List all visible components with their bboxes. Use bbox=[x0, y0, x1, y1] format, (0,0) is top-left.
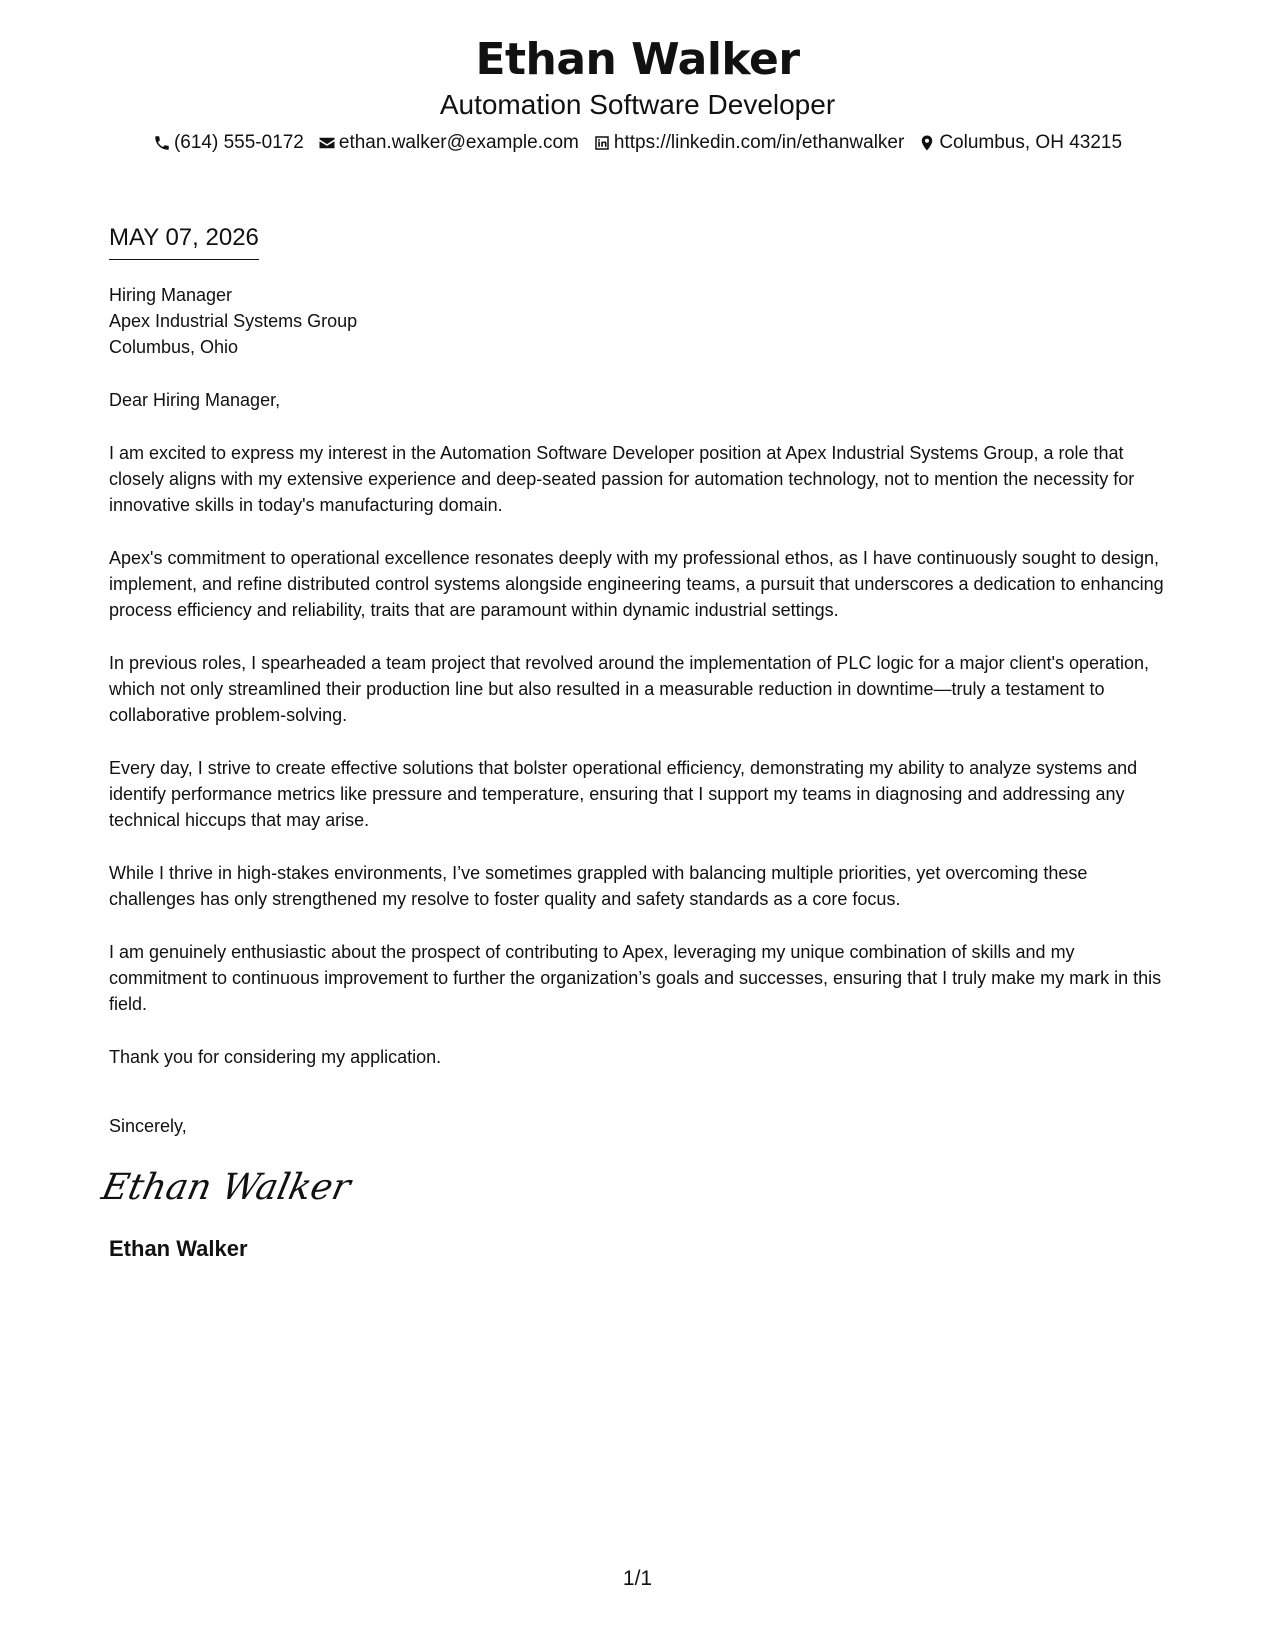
envelope-icon bbox=[318, 134, 336, 152]
body-paragraph: Apex's commitment to operational excellence resonates deeply with my professional ethos, as I have continuously sought to design, implement, and refine distributed control systems alongside engineering teams, a pursuit that underscores a dedication to enhancing process efficiency and reliability, traits that are paramount within dynamic industrial settings. bbox=[109, 548, 1164, 620]
letter-date: MAY 07, 2026 bbox=[109, 222, 259, 260]
location-text: Columbus, OH 43215 bbox=[939, 132, 1123, 153]
body-paragraph: Thank you for considering my application. bbox=[109, 1047, 442, 1067]
applicant-title: Automation Software Developer bbox=[439, 89, 836, 120]
handwritten-signature bbox=[98, 1157, 1175, 1221]
recipient-line: Apex Industrial Systems Group bbox=[109, 311, 358, 331]
body-paragraph: I am genuinely enthusiastic about the prospect of contributing to Apex, leveraging my unique combination of skills and my commitment to continuous improvement to further the organization’s goals and successes, ensuring that I truly make my mark in this field. bbox=[109, 942, 1162, 1014]
body-paragraph: In previous roles, I spearheaded a team project that revolved around the implementation of PLC logic for a major client's operation, which not only streamlined their production line but also resulted in a measurable reduction in downtime—truly a testament to collaborative problem-solving. bbox=[109, 653, 1150, 725]
contact-email bbox=[318, 130, 579, 156]
map-pin-icon bbox=[918, 134, 936, 152]
letter-header bbox=[0, 32, 1275, 156]
contact-location bbox=[918, 130, 1122, 156]
contact-phone bbox=[153, 130, 304, 156]
contact-bar bbox=[0, 130, 1275, 156]
email-link[interactable]: ethan.walker@example.com bbox=[338, 132, 579, 153]
linkedin-link[interactable]: https://linkedin.com/in/ethanwalker bbox=[613, 132, 905, 153]
signature-text: Ethan Walker bbox=[98, 1165, 355, 1208]
recipient-line: Hiring Manager bbox=[109, 285, 233, 305]
recipient-line: Columbus, Ohio bbox=[109, 337, 239, 357]
recipient-block bbox=[109, 282, 1175, 360]
closing: Sincerely, bbox=[109, 1116, 187, 1136]
signature-drawing bbox=[98, 1157, 355, 1217]
signer-name: Ethan Walker bbox=[109, 1236, 248, 1261]
linkedin-icon bbox=[593, 134, 611, 152]
body-paragraph: I am excited to express my interest in the Automation Software Developer position at Apex Industrial Systems Group, a role that closely aligns with my extensive experience and deep-seated passion for automation technology, not to mention the necessity for innovative skills in today's manufacturing domain. bbox=[109, 443, 1135, 515]
contact-linkedin bbox=[593, 130, 904, 156]
letter-body bbox=[98, 222, 1175, 1263]
phone-icon bbox=[153, 134, 171, 152]
body-paragraph: While I thrive in high-stakes environments, I’ve sometimes grappled with balancing multiple priorities, yet overcoming these challenges has only strengthened my resolve to foster quality and safety standards as a core focus. bbox=[109, 863, 1088, 909]
body-paragraph: Every day, I strive to create effective solutions that bolster operational efficiency, demonstrating my ability to analyze systems and identify performance metrics like pressure and temperature, ensuring that I support my teams in diagnosing and addressing any technical hiccups that may arise. bbox=[109, 758, 1138, 830]
applicant-name: Ethan Walker bbox=[475, 34, 800, 85]
page-number: 1/1 bbox=[622, 1567, 653, 1590]
phone-text: (614) 555-0172 bbox=[173, 132, 304, 153]
salutation: Dear Hiring Manager, bbox=[109, 390, 281, 410]
